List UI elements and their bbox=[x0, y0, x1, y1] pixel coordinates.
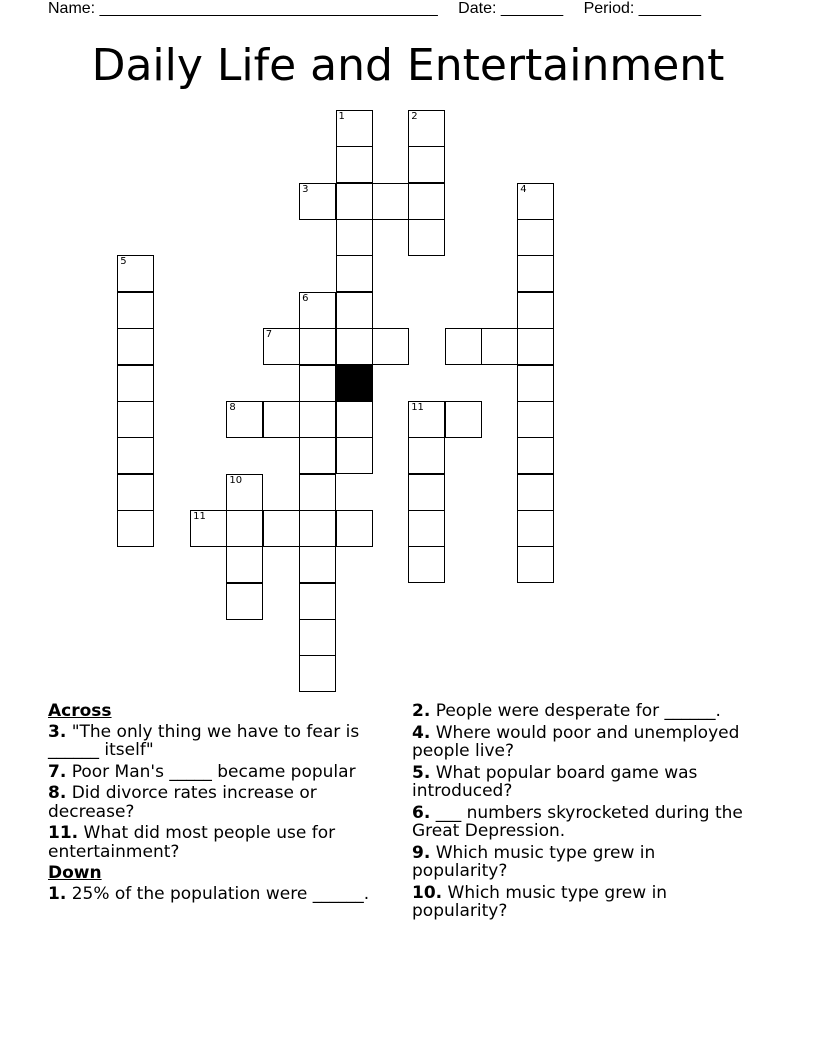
clue-text: What did most people use for entertainment? bbox=[48, 823, 336, 862]
crossword-cell[interactable] bbox=[336, 328, 373, 365]
name-field-label[interactable]: Name: ______________________________________ bbox=[48, 0, 438, 17]
crossword-cell[interactable] bbox=[336, 510, 373, 547]
crossword-cell[interactable] bbox=[226, 546, 263, 583]
clues-left-column bbox=[48, 702, 388, 906]
crossword-cell[interactable] bbox=[117, 328, 154, 365]
clue-number: 8 bbox=[229, 401, 236, 413]
clue-num: 5. bbox=[412, 762, 431, 783]
clue-text: "The only thing we have to fear is ______ itself" bbox=[48, 721, 360, 760]
crossword-cell[interactable] bbox=[517, 401, 554, 438]
crossword-cell[interactable] bbox=[408, 510, 445, 547]
crossword-cell[interactable] bbox=[117, 474, 154, 511]
crossword-cell[interactable] bbox=[336, 146, 373, 183]
crossword-cell[interactable] bbox=[299, 619, 336, 656]
crossword-cell[interactable] bbox=[336, 110, 373, 147]
crossword-cell[interactable] bbox=[299, 365, 336, 402]
crossword-cell[interactable] bbox=[408, 183, 445, 220]
crossword-cell[interactable] bbox=[408, 474, 445, 511]
crossword-cell[interactable] bbox=[517, 183, 554, 220]
clue-number: 7 bbox=[265, 329, 273, 341]
clue-number: 6 bbox=[302, 292, 309, 304]
crossword-cell[interactable] bbox=[299, 183, 336, 220]
down-heading: Down bbox=[48, 863, 102, 883]
down-clue bbox=[412, 884, 752, 921]
crossword-cell[interactable] bbox=[299, 546, 336, 583]
down-clue bbox=[412, 702, 752, 721]
clues-right-column bbox=[412, 702, 752, 924]
crossword-cell[interactable] bbox=[299, 474, 336, 511]
crossword-cell[interactable] bbox=[299, 292, 336, 329]
crossword-cell[interactable] bbox=[517, 437, 554, 474]
across-clue bbox=[48, 723, 388, 760]
down-clue-list-right bbox=[412, 702, 752, 921]
clue-text: Where would poor and unemployed people live? bbox=[412, 722, 740, 761]
crossword-cell[interactable] bbox=[263, 401, 300, 438]
crossword-cell[interactable] bbox=[408, 110, 445, 147]
crossword-cell[interactable] bbox=[336, 401, 373, 438]
crossword-cell[interactable] bbox=[117, 292, 154, 329]
clue-number: 11 bbox=[411, 401, 424, 413]
clue-number: 11 bbox=[193, 510, 206, 522]
crossword-cell[interactable] bbox=[408, 401, 445, 438]
crossword-cell[interactable] bbox=[117, 510, 154, 547]
crossword-cell[interactable] bbox=[517, 219, 554, 256]
crossword-cell[interactable] bbox=[226, 401, 263, 438]
clue-text: Poor Man's _____ became popular bbox=[66, 761, 356, 782]
crossword-cell[interactable] bbox=[517, 255, 554, 292]
crossword-cell[interactable] bbox=[408, 546, 445, 583]
crossword-cell[interactable] bbox=[517, 510, 554, 547]
clue-num: 9. bbox=[412, 842, 431, 863]
crossword-cell[interactable] bbox=[336, 219, 373, 256]
crossword-cell[interactable] bbox=[299, 437, 336, 474]
clue-number: 10 bbox=[229, 474, 243, 486]
crossword-cell[interactable] bbox=[117, 255, 154, 292]
crossword-cell[interactable] bbox=[336, 292, 373, 329]
crossword-cell[interactable] bbox=[117, 401, 154, 438]
crossword-cell[interactable] bbox=[372, 328, 409, 365]
crossword-cell[interactable] bbox=[299, 510, 336, 547]
crossword-cell[interactable] bbox=[226, 474, 263, 511]
crossword-cell[interactable] bbox=[299, 328, 336, 365]
clue-text: What popular board game was introduced? bbox=[412, 762, 698, 801]
down-clue bbox=[412, 764, 752, 801]
crossword-cell[interactable] bbox=[226, 583, 263, 620]
down-clue bbox=[412, 724, 752, 761]
across-clue bbox=[48, 763, 388, 782]
clue-num: 2. bbox=[412, 701, 431, 721]
clue-text: Which music type grew in popularity? bbox=[412, 842, 656, 881]
clue-number: 1 bbox=[338, 111, 345, 122]
down-clue bbox=[412, 844, 752, 881]
clue-num: 6. bbox=[412, 802, 431, 823]
across-clue bbox=[48, 784, 388, 821]
clue-num: 7. bbox=[48, 761, 67, 782]
crossword-cell[interactable] bbox=[517, 365, 554, 402]
clue-num: 10. bbox=[412, 882, 443, 903]
crossword-cell[interactable] bbox=[117, 437, 154, 474]
crossword-cell[interactable] bbox=[190, 510, 227, 547]
clue-number: 3 bbox=[302, 183, 309, 195]
clue-num: 1. bbox=[48, 883, 67, 904]
crossword-cell[interactable] bbox=[517, 328, 554, 365]
crossword-cell[interactable] bbox=[299, 655, 336, 692]
clue-number: 4 bbox=[520, 183, 527, 195]
crossword-cell[interactable] bbox=[517, 292, 554, 329]
clue-number: 5 bbox=[120, 256, 127, 268]
period-field-label[interactable]: Period: _______ bbox=[583, 0, 702, 17]
crossword-cell[interactable] bbox=[481, 328, 518, 365]
clue-text: ___ numbers skyrocketed during the Great Depression. bbox=[412, 802, 743, 841]
clue-number: 2 bbox=[411, 111, 418, 122]
crossword-cell[interactable] bbox=[445, 401, 482, 438]
crossword-cell[interactable] bbox=[517, 474, 554, 511]
crossword-cell[interactable] bbox=[263, 328, 300, 365]
crossword-cell[interactable] bbox=[372, 183, 409, 220]
clue-num: 11. bbox=[48, 823, 79, 843]
crossword-cell[interactable] bbox=[336, 437, 373, 474]
crossword-cell[interactable] bbox=[226, 510, 263, 547]
crossword-cell[interactable] bbox=[336, 255, 373, 292]
crossword-cell[interactable] bbox=[336, 183, 373, 220]
crossword-cell[interactable] bbox=[408, 146, 445, 183]
clue-text: Which music type grew in popularity? bbox=[412, 882, 668, 921]
crossword-cell[interactable] bbox=[408, 219, 445, 256]
down-clue-list-left bbox=[48, 885, 388, 904]
down-clue bbox=[412, 804, 752, 841]
clue-num: 8. bbox=[48, 783, 67, 803]
clue-num: 4. bbox=[412, 722, 431, 743]
clue-text: People were desperate for ______. bbox=[430, 701, 721, 721]
date-field-label[interactable]: Date: _______ bbox=[458, 0, 564, 17]
crossword-cell[interactable] bbox=[263, 510, 300, 547]
crossword-cell[interactable] bbox=[408, 437, 445, 474]
across-heading: Across bbox=[48, 701, 112, 721]
crossword-cell[interactable] bbox=[117, 365, 154, 402]
crossword-cell[interactable] bbox=[299, 401, 336, 438]
clue-text: Did divorce rates increase or decrease? bbox=[48, 783, 317, 822]
down-clue bbox=[48, 885, 388, 904]
clue-num: 3. bbox=[48, 721, 67, 742]
crossword-block-cell bbox=[336, 365, 373, 402]
across-clue bbox=[48, 824, 388, 861]
page-title: Daily Life and Entertainment bbox=[91, 40, 725, 91]
crossword-cell[interactable] bbox=[445, 328, 482, 365]
across-clue-list bbox=[48, 723, 388, 862]
clue-text: 25% of the population were ______. bbox=[66, 883, 370, 904]
crossword-cell[interactable] bbox=[299, 583, 336, 620]
crossword-cell[interactable] bbox=[517, 546, 554, 583]
